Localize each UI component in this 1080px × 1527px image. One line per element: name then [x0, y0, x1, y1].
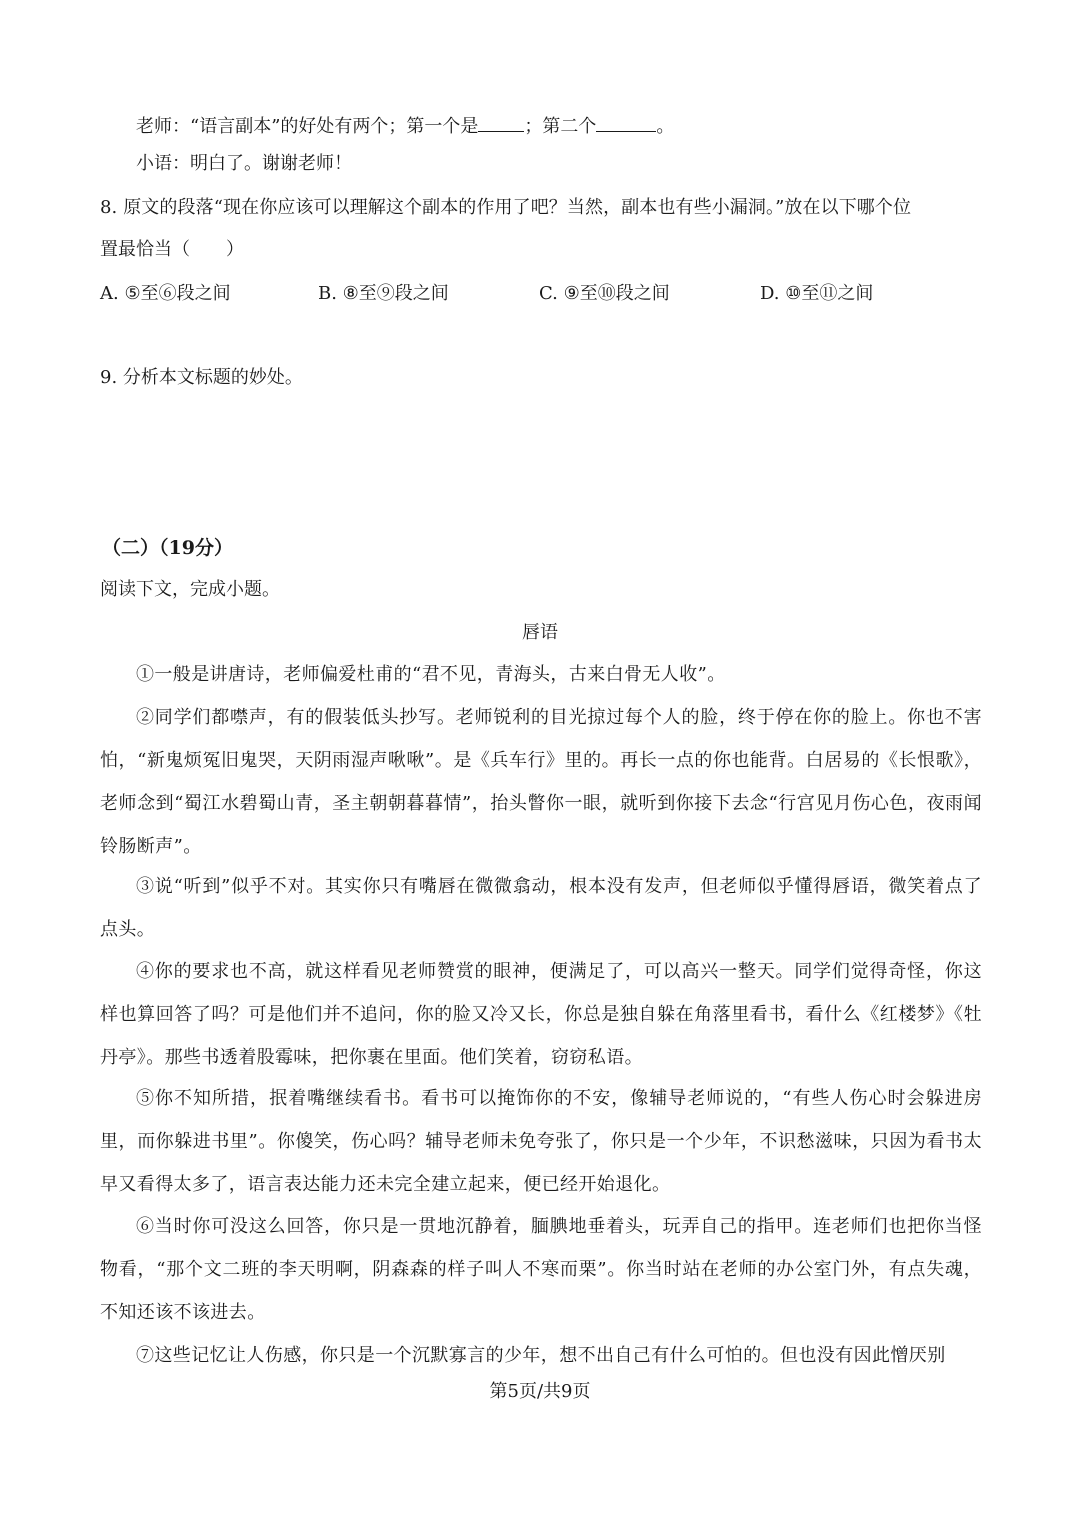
question-8-line-1: 8. 原文的段落“现在你应该可以理解这个副本的作用了吧？当然，副本也有些小漏洞。”放在以下哪个位 — [100, 197, 912, 218]
paragraph-7: ⑦这些记忆让人伤感，你只是一个沉默寡言的少年，想不出自己有什么可怕的。但也没有因此憎厌别 — [136, 1345, 946, 1366]
paragraph-3: ③说“听到”似乎不对。其实你只有嘴唇在微微翕动，根本没有发声，但老师似乎懂得唇语，微笑着点了点头。 — [100, 876, 982, 940]
paragraph-1: ①一般是讲唐诗，老师偏爱杜甫的“君不见，青海头，古来白骨无人收”。 — [136, 664, 726, 685]
option-b[interactable]: B. ⑧至⑨段之间 — [318, 283, 449, 304]
option-c[interactable]: C. ⑨至⑩段之间 — [539, 283, 670, 304]
teacher-dialogue-line — [136, 113, 674, 139]
page-number: 第5页/共9页 — [489, 1381, 591, 1402]
teacher-line-prefix: 老师：“语言副本”的好处有两个；第一个是 — [136, 116, 479, 137]
section-heading: （二）（19分） — [102, 537, 233, 559]
section-instruction: 阅读下文，完成小题。 — [100, 579, 280, 600]
student-dialogue-line: 小语：明白了。谢谢老师！ — [136, 153, 352, 174]
article-title: 唇语 — [522, 622, 558, 643]
question-8-line-2: 置最恰当（ ） — [100, 239, 244, 260]
answer-blank-1[interactable] — [478, 113, 524, 132]
teacher-line-end: 。 — [656, 116, 675, 137]
paragraph-6: ⑥当时你可没这么回答，你只是一贯地沉静着，腼腆地垂着头，玩弄自己的指甲。连老师们也把你当怪物看，“那个文二班的李天明啊，阴森森的样子叫人不寒而栗”。你当时站在老师的办公室门外，有点失魂，不知还该不该进去。 — [100, 1216, 982, 1323]
option-a[interactable]: A. ⑤至⑥段之间 — [100, 283, 231, 304]
paragraph-4: ④你的要求也不高，就这样看见老师赞赏的眼神，便满足了，可以高兴一整天。同学们觉得奇怪，你这样也算回答了吗？可是他们并不追问，你的脸又冷又长，你总是独自躲在角落里看书，看什么《红楼梦》《牡丹亭》。那些书透着股霉味，把你裹在里面。他们笑着，窃窃私语。 — [100, 961, 982, 1068]
paragraph-2: ②同学们都噤声，有的假装低头抄写。老师锐利的目光掠过每个人的脸，终于停在你的脸上。你也不害怕，“新鬼烦冤旧鬼哭，天阴雨湿声啾啾”。是《兵车行》里的。再长一点的你也能背。白居易的《长恨歌》，老师念到“蜀江水碧蜀山青，圣主朝朝暮暮情”，抬头瞥你一眼，就听到你接下去念“行宫见月伤心色，夜雨闻铃肠断声”。 — [100, 707, 982, 857]
question-9: 9. 分析本文标题的妙处。 — [100, 367, 303, 388]
teacher-line-middle: ；第二个 — [524, 116, 597, 137]
answer-blank-2[interactable] — [596, 113, 656, 132]
option-d[interactable]: D. ⑩至⑪之间 — [760, 283, 874, 304]
paragraph-5: ⑤你不知所措，抿着嘴继续看书。看书可以掩饰你的不安，像辅导老师说的，“有些人伤心时会躲进房里，而你躲进书里”。你傻笑，伤心吗？辅导老师未免夸张了，你只是一个少年，不识愁滋味，只因为看书太早又看得太多了，语言表达能力还未完全建立起来，便已经开始退化。 — [100, 1088, 982, 1195]
